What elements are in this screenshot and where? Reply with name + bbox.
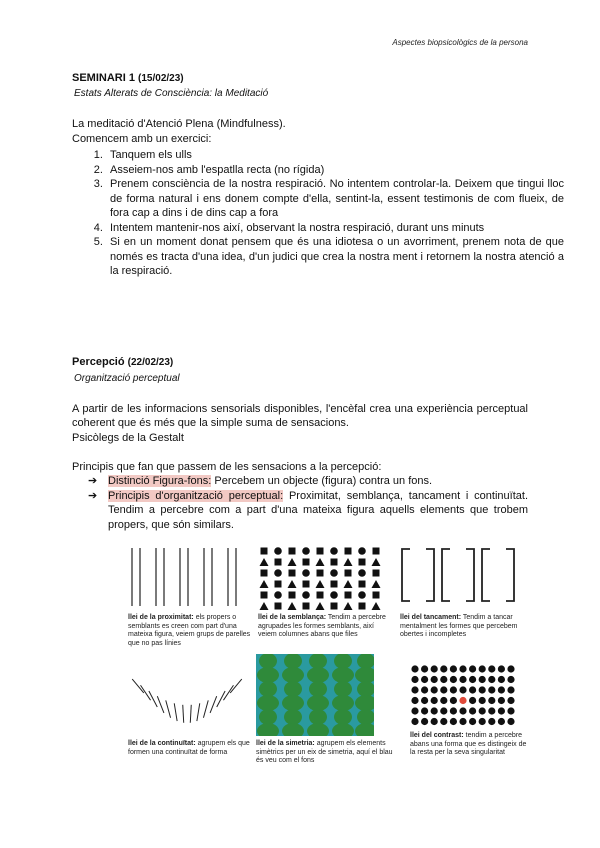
contrast-dot <box>498 718 505 725</box>
symmetry-column-bulge <box>309 709 327 725</box>
continuity-dash <box>174 703 177 721</box>
contrast-dot <box>479 686 486 693</box>
contrast-dot <box>459 686 466 693</box>
figure-contrast <box>410 664 520 728</box>
continuity-dash <box>157 696 164 713</box>
continuity-dash <box>230 679 242 693</box>
square-shape <box>359 559 366 566</box>
triangle-shape <box>288 558 297 566</box>
contrast-dot <box>469 665 476 672</box>
caption-term: llei de la semblança: <box>258 614 327 621</box>
triangle-shape <box>288 580 297 588</box>
circle-shape <box>358 591 366 599</box>
contrast-dot <box>479 665 486 672</box>
triangle-shape <box>316 580 325 588</box>
caption-text: agrupem els elements simètrics per un eix de simetria, aquí el blau és veu com el fons <box>256 740 393 764</box>
caption-contrast <box>410 732 528 758</box>
perception-paragraph: A partir de les informacions sensorials disponibles, l'encèfal crea una experiència perceptual coherent que és més que la simple suma de sensacions. <box>72 403 528 429</box>
contrast-dot <box>421 676 428 683</box>
circle-shape <box>358 547 366 555</box>
proximity-lines-illustration <box>128 546 248 608</box>
symmetry-column-bulge <box>259 681 277 697</box>
triangle-shape <box>372 558 381 566</box>
contrast-dots-illustration <box>410 664 520 728</box>
contrast-dot <box>440 676 447 683</box>
figure-closure <box>400 546 525 604</box>
triangle-shape <box>372 602 381 610</box>
contrast-dot <box>411 718 418 725</box>
circle-shape <box>274 591 282 599</box>
step-item: 1. Tanquem els ulls <box>106 148 564 163</box>
circle-shape <box>274 547 282 555</box>
bullet-text: Proximitat, semblança, tancament i continuïtat. Tendim a percebre com a part d'una mateixa figura aquells elements que trobem propers, que són similars. <box>108 489 528 531</box>
contrast-dot <box>479 676 486 683</box>
symmetry-column-bulge <box>309 681 327 697</box>
seminar-intro-1: La meditació d'Atenció Plena (Mindfulness). <box>72 118 286 130</box>
triangle-shape <box>260 580 269 588</box>
square-shape <box>303 559 310 566</box>
contrast-dot <box>459 718 466 725</box>
figure-symmetry <box>256 654 374 736</box>
contrast-dot <box>459 676 466 683</box>
symmetry-column-bulge <box>259 709 277 725</box>
contrast-dot <box>459 665 466 672</box>
caption-text: tendim a percebre abans una forma que es distingeix de la resta per la seva singularitat <box>410 732 527 756</box>
closure-brackets-illustration <box>400 546 525 604</box>
continuity-dash <box>210 696 217 713</box>
triangle-shape <box>344 558 353 566</box>
contrast-dot <box>431 697 438 704</box>
bullet-term: Principis d'organització perceptual: <box>108 489 284 502</box>
square-shape <box>359 581 366 588</box>
contrast-dot <box>488 707 495 714</box>
perception-heading <box>72 356 173 368</box>
circle-shape <box>330 591 338 599</box>
bullet-organization <box>88 489 528 533</box>
square-shape <box>359 603 366 610</box>
contrast-dot <box>459 707 466 714</box>
square-shape <box>331 581 338 588</box>
circle-shape <box>330 569 338 577</box>
running-header: Aspectes biopsicològics de la persona <box>392 38 528 47</box>
symmetry-column-bulge <box>307 667 329 683</box>
contrast-dot <box>450 718 457 725</box>
symmetry-column-bulge <box>307 695 329 711</box>
figure-continuity <box>128 672 246 734</box>
contrast-dot <box>469 686 476 693</box>
contrast-dot <box>479 707 486 714</box>
continuity-dash <box>190 705 191 723</box>
contrast-dot <box>431 707 438 714</box>
triangle-shape <box>260 602 269 610</box>
caption-term: llei de la continuïtat: <box>128 740 196 747</box>
square-shape <box>275 581 282 588</box>
triangle-shape <box>316 602 325 610</box>
contrast-dot <box>450 697 457 704</box>
contrast-dot <box>488 665 495 672</box>
contrast-dot <box>411 686 418 693</box>
arrow-icon: ➔ <box>88 489 98 502</box>
continuity-dash <box>132 679 144 693</box>
triangle-shape <box>316 558 325 566</box>
seminar-intro-2: Comencem amb un exercici: <box>72 133 212 145</box>
contrast-dot <box>421 707 428 714</box>
square-shape <box>373 570 380 577</box>
perception-subtitle: Organització perceptual <box>74 373 180 384</box>
seminar-title: SEMINARI 1 <box>72 72 135 84</box>
square-shape <box>303 581 310 588</box>
seminar-subtitle: Estats Alterats de Consciència: la Meditació <box>74 88 269 99</box>
caption-closure <box>400 614 525 640</box>
caption-similarity <box>258 614 388 640</box>
circle-shape <box>358 569 366 577</box>
contrast-dot <box>411 697 418 704</box>
contrast-dot <box>450 686 457 693</box>
contrast-dot <box>498 665 505 672</box>
square-shape <box>345 548 352 555</box>
gestalt-line: Psicòlegs de la Gestalt <box>72 432 184 444</box>
contrast-dot <box>440 718 447 725</box>
circle-shape <box>274 569 282 577</box>
perception-title: Percepció <box>72 356 125 368</box>
contrast-dot <box>479 718 486 725</box>
contrast-dot <box>421 697 428 704</box>
square-shape <box>275 559 282 566</box>
contrast-dot <box>411 707 418 714</box>
contrast-dot <box>421 718 428 725</box>
contrast-dot <box>421 686 428 693</box>
triangle-shape <box>260 558 269 566</box>
contrast-dot <box>488 686 495 693</box>
caption-term: llei del tancament: <box>400 614 462 621</box>
contrast-dot <box>507 676 514 683</box>
bracket-shape <box>466 549 474 601</box>
contrast-dot <box>440 697 447 704</box>
contrast-dot <box>440 686 447 693</box>
triangle-shape <box>344 580 353 588</box>
contrast-dot <box>488 676 495 683</box>
contrast-dot <box>498 686 505 693</box>
caption-text: Tendim a percebre agrupades les formes semblants, així veiem columnes abans que files <box>258 614 386 638</box>
contrast-dot <box>421 665 428 672</box>
contrast-dot <box>507 697 514 704</box>
caption-term: llei de la simetria: <box>256 740 315 747</box>
square-shape <box>331 559 338 566</box>
bracket-shape <box>442 549 450 601</box>
bullet-term: Distinció Figura-fons: <box>108 475 212 487</box>
contrast-dot <box>488 697 495 704</box>
triangle-shape <box>288 602 297 610</box>
contrast-dot <box>507 718 514 725</box>
square-shape <box>261 592 268 599</box>
symmetry-column-bulge <box>334 709 352 725</box>
contrast-dot <box>469 707 476 714</box>
symmetry-columns-illustration <box>256 654 374 736</box>
symmetry-column-bulge <box>257 695 279 711</box>
caption-text: els propers o semblants es creen com part d'una mateixa figura, veiem grups de parelles que no pas línies <box>128 614 251 647</box>
contrast-dot <box>479 697 486 704</box>
figure-similarity <box>258 546 386 612</box>
contrast-dot <box>440 665 447 672</box>
contrast-dot <box>431 686 438 693</box>
square-shape <box>289 592 296 599</box>
bullet-figure-ground <box>88 474 528 489</box>
circle-shape <box>302 591 310 599</box>
bracket-shape <box>482 549 490 601</box>
continuity-dash <box>223 685 233 700</box>
exercise-steps <box>72 148 564 279</box>
caption-continuity <box>128 740 253 757</box>
triangle-shape <box>372 580 381 588</box>
caption-term: llei de la proximitat: <box>128 614 194 621</box>
bracket-shape <box>506 549 514 601</box>
contrast-dot <box>431 718 438 725</box>
bullet-text: Percebem un objecte (figura) contra un fons. <box>211 475 433 487</box>
contrast-dot <box>498 697 505 704</box>
similarity-shapes-illustration <box>258 546 386 612</box>
square-shape <box>261 548 268 555</box>
bracket-shape <box>402 549 410 601</box>
contrast-dot <box>411 665 418 672</box>
continuity-dash <box>197 703 200 721</box>
step-item: 5. Si en un moment donat pensem que és una idiotesa o un avorriment, prenem nota de que només es tracta d'una idea, d'un judici que crea la nostra ment i retornem la nostra atenció a la respiració. <box>106 235 564 279</box>
circle-shape <box>302 569 310 577</box>
contrast-red-dot <box>459 697 466 704</box>
contrast-dot <box>450 676 457 683</box>
continuity-dash <box>141 685 151 700</box>
contrast-dot <box>488 718 495 725</box>
seminar-date: (15/02/23) <box>138 73 184 84</box>
square-shape <box>345 592 352 599</box>
step-item: 2. Asseiem-nos amb l'espatlla recta (no rígida) <box>106 163 564 178</box>
caption-proximity <box>128 614 253 648</box>
contrast-dot <box>507 665 514 672</box>
circle-shape <box>330 547 338 555</box>
step-item: 3. Prenem consciència de la nostra respiració. No intentem controlar-la. Deixem que tingui lloc de forma natural i ens donem compte d'ella, sentint-la, essent testimonis de com flueix, de fora cap a dins i de dins cap a fora <box>106 177 564 221</box>
continuity-dash <box>203 700 208 717</box>
contrast-dot <box>431 676 438 683</box>
symmetry-column-bulge <box>334 681 352 697</box>
square-shape <box>317 570 324 577</box>
caption-text: agrupem els que formen una continuïtat de forma <box>128 740 250 756</box>
square-shape <box>289 548 296 555</box>
square-shape <box>373 592 380 599</box>
step-item: 4. Intentem mantenir-nos així, observant la nostra respiració, durant uns minuts <box>106 221 564 236</box>
contrast-dot <box>431 665 438 672</box>
arrow-icon: ➔ <box>88 475 98 487</box>
square-shape <box>303 603 310 610</box>
circle-shape <box>302 547 310 555</box>
caption-text: Tendim a tancar mentalment les formes que percebem obertes i incompletes <box>400 614 518 638</box>
contrast-dot <box>450 665 457 672</box>
square-shape <box>261 570 268 577</box>
seminar-heading <box>72 72 184 84</box>
continuity-dash <box>183 705 184 723</box>
caption-symmetry <box>256 740 396 766</box>
symmetry-column-bulge <box>332 667 354 683</box>
square-shape <box>317 592 324 599</box>
triangle-shape <box>344 602 353 610</box>
square-shape <box>373 548 380 555</box>
contrast-dot <box>469 697 476 704</box>
contrast-dot <box>411 676 418 683</box>
square-shape <box>345 570 352 577</box>
symmetry-column-bulge <box>284 709 302 725</box>
symmetry-column-bulge <box>282 695 304 711</box>
symmetry-column-bulge <box>282 667 304 683</box>
symmetry-column-bulge <box>284 681 302 697</box>
continuity-dashes-illustration <box>128 672 246 734</box>
symmetry-column-bulge <box>257 667 279 683</box>
symmetry-column-bulge <box>332 695 354 711</box>
contrast-dot <box>450 707 457 714</box>
square-shape <box>331 603 338 610</box>
bracket-shape <box>426 549 434 601</box>
principles-list <box>88 474 528 532</box>
contrast-dot <box>469 676 476 683</box>
contrast-dot <box>440 707 447 714</box>
contrast-dot <box>507 707 514 714</box>
contrast-dot <box>498 676 505 683</box>
perception-date: (22/02/23) <box>127 357 174 368</box>
caption-term: llei del contrast: <box>410 732 464 739</box>
square-shape <box>317 548 324 555</box>
figure-proximity <box>128 546 248 608</box>
square-shape <box>289 570 296 577</box>
contrast-dot <box>498 707 505 714</box>
contrast-dot <box>507 686 514 693</box>
contrast-dot <box>469 718 476 725</box>
principles-intro: Principis que fan que passem de les sensacions a la percepció: <box>72 461 382 473</box>
square-shape <box>275 603 282 610</box>
continuity-dash <box>166 700 171 717</box>
